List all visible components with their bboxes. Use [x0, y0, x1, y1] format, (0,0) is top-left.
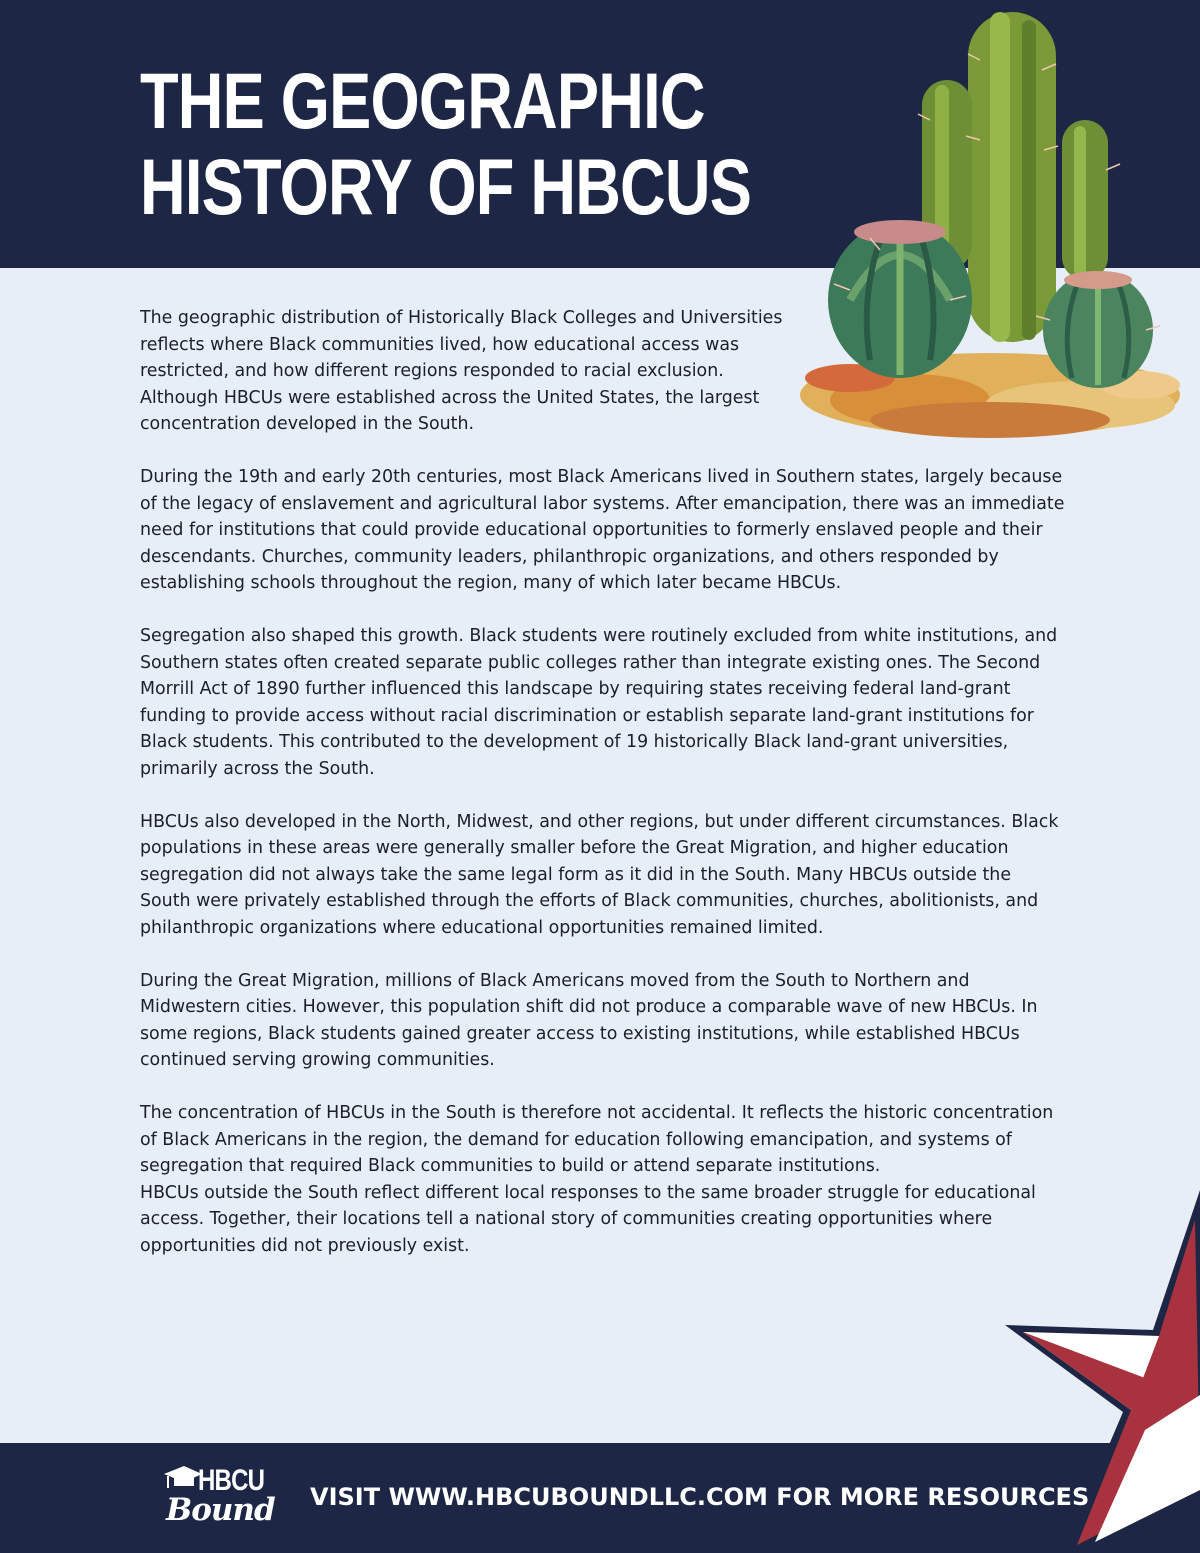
article-body: [140, 305, 1065, 1286]
title-line-2: HISTORY OF HBCUS: [140, 142, 752, 231]
paragraph-other-regions: HBCUs also developed in the North, Midwest, and other regions, but under different circumstances. Black populations in these areas were generally smaller before the Great Migration, and higher education segregation did not always take the same legal form as it did in the South. Many HBCUs outside the South were privately established through the efforts of Black communities, churches, abolitionists, and philanthropic organizations where educational opportunities remained limited.: [140, 811, 1059, 938]
paragraph-southern-population: During the 19th and early 20th centuries, most Black Americans lived in Southern states, largely because of the legacy of enslavement and agricultural labor systems. After emancipation, there was an immediate need for institutions that could provide educational opportunities to formerly enslaved people and their descendants. Churches, community leaders, philanthropic organizations, and others responded by establishing schools throughout the region, many of which later became HBCUs.: [140, 467, 1065, 593]
graduation-cap-icon: [162, 1464, 202, 1494]
paragraph-concentration: The concentration of HBCUs in the South is therefore not accidental. It reflects the historic concentration of Black Americans in the region, the demand for education following emancipation, and systems of segregation that required Black communities to build or attend separate institutions.: [140, 1103, 1054, 1176]
paragraph-segregation: Segregation also shaped this growth. Black students were routinely excluded from white institutions, and Southern states often created separate public colleges rather than integrate existing ones. The Second Morrill Act of 1890 further influenced this landscape by requiring states receiving federal land-grant funding to provide access without racial discrimination or establish separate land-grant institutions for Black students. This contributed to the development of 19 historically Black land-grant universities, primarily across the South.: [140, 626, 1058, 779]
paragraph-intro: The geographic distribution of Historically Black Colleges and Universities reflects where Black communities lived, how educational access was restricted, and how different regions responded to racial exclusion. Although HBCUs were established across the United States, the largest concentration developed in the South.: [140, 308, 783, 434]
paragraph-great-migration: During the Great Migration, millions of Black Americans moved from the South to Northern and Midwestern cities. However, this population shift did not produce a comparable wave of new HBCUs. In some regions, Black students gained greater access to existing institutions, while established HBCUs continued serving growing communities.: [140, 970, 1038, 1070]
hbcu-bound-logo: [160, 1462, 290, 1534]
paragraph-conclusion: HBCUs outside the South reflect different local responses to the same broader struggle for educational access. Together, their locations tell a national story of communities creating opportunities where opportunities did not previously exist.: [140, 1182, 1036, 1256]
footer-call-to-action: VISIT WWW.HBCUBOUNDLLC.COM FOR MORE RESOURCES: [310, 1483, 1090, 1511]
page-title: [140, 56, 752, 231]
title-line-1: THE GEOGRAPHIC: [140, 56, 705, 145]
logo-text-top: HBCU: [198, 1464, 265, 1497]
logo-text-bottom: Bound: [166, 1492, 275, 1528]
